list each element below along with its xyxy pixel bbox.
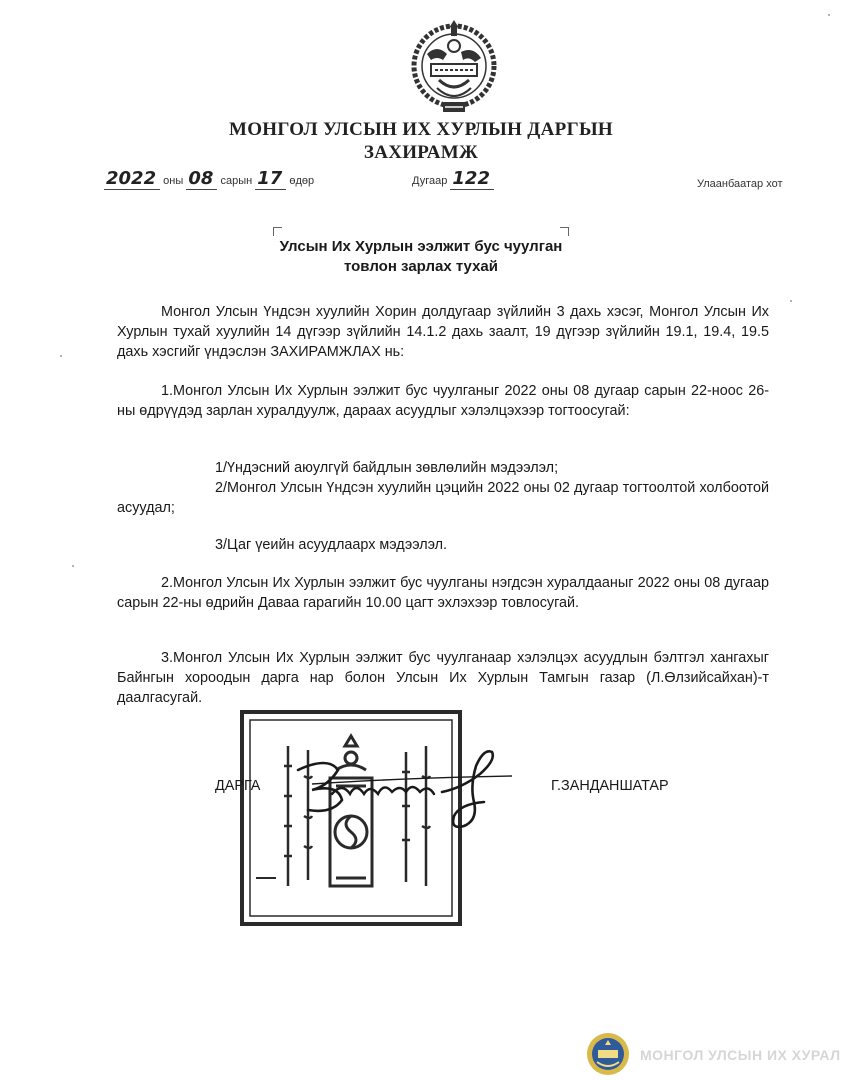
scan-speck bbox=[60, 355, 62, 357]
date-day: 17 bbox=[255, 168, 286, 190]
document-type: ЗАХИРАМЖ bbox=[363, 142, 479, 163]
date-year-suffix: оны bbox=[163, 175, 184, 187]
document-heading bbox=[0, 237, 842, 277]
corner-mark-right bbox=[560, 227, 569, 236]
document-number bbox=[412, 168, 494, 189]
parliament-logo-icon bbox=[585, 1032, 631, 1076]
clause-2: 2.Монгол Улсын Их Хурлын ээлжит бус чуулганы нэгдсэн хуралдааныг 2022 оны 08 дугаар сарын 22-ны өдрийн Даваа гарагийн 10.00 цагт эхлэхээр товлосугай. bbox=[117, 575, 769, 611]
org-title: МОНГОЛ УЛСЫН ИХ ХУРЛЫН ДАРГЫН bbox=[229, 119, 613, 140]
agenda-item-2: 2/Монгол Улсын Үндсэн хуулийн цэцийн 2022 оны 02 дугаар тогтоолтой холбоотой асуудал; bbox=[117, 480, 769, 516]
clause-3: 3.Монгол Улсын Их Хурлын ээлжит бус чуулганаар хэлэлцэх асуудлын бэлтгэл хангахыг Байнгын хороодын дарга нар болон Улсын Их Хурлын Тамгын газар (Л.Өлзийсайхан)-т даалгасугай. bbox=[117, 650, 769, 706]
handwritten-signature bbox=[292, 748, 528, 830]
clause-1: 1.Монгол Улсын Их Хурлын ээлжит бус чуулганыг 2022 оны 08 дугаар сарын 22-ноос 26-ны өдрүүдэд зарлан хуралдуулж, дараах асуудлыг хэлэлцэхээр тогтоосугай: bbox=[117, 383, 769, 419]
heading-line-2: товлон зарлах тухай bbox=[344, 258, 498, 275]
scan-speck bbox=[790, 300, 792, 302]
heading-line-1: Улсын Их Хурлын ээлжит бус чуулган bbox=[279, 238, 563, 255]
date-month: 08 bbox=[186, 168, 217, 190]
signatory-name: Г.ЗАНДАНШАТАР bbox=[551, 778, 669, 794]
date-day-suffix: өдөр bbox=[289, 175, 315, 187]
number-label: Дугаар bbox=[412, 175, 448, 187]
preamble: Монгол Улсын Үндсэн хуулийн Хорин долдугаар зүйлийн 3 дахь хэсэг, Монгол Улсын Их Хурлын тухай хуулийн 14 дүгээр зүйлийн 14.1.2 дахь заалт, 19 дүгээр зүйлийн 19.1, 19.4, 19.5 дахь хэсгийг үндэслэн ЗАХИРАМЖЛАХ нь: bbox=[117, 304, 769, 360]
agenda-item-3: 3/Цаг үеийн асуудлаарх мэдээлэл. bbox=[215, 537, 448, 553]
date-line bbox=[104, 168, 314, 189]
state-emblem-icon bbox=[409, 14, 499, 118]
city: Улаанбаатар хот bbox=[697, 178, 783, 190]
number-value: 122 bbox=[450, 168, 494, 190]
agenda-item-1: 1/Үндэсний аюулгүй байдлын зөвлөлийн мэдээлэл; bbox=[215, 460, 559, 476]
corner-mark-left bbox=[273, 227, 282, 236]
scan-speck bbox=[828, 14, 830, 16]
scan-speck bbox=[72, 565, 74, 567]
date-year: 2022 bbox=[104, 168, 160, 190]
footer-watermark: МОНГОЛ УЛСЫН ИХ ХУРАЛ bbox=[640, 1047, 841, 1063]
signatory-title: ДАРГА bbox=[215, 778, 261, 794]
date-month-suffix: сарын bbox=[220, 175, 253, 187]
